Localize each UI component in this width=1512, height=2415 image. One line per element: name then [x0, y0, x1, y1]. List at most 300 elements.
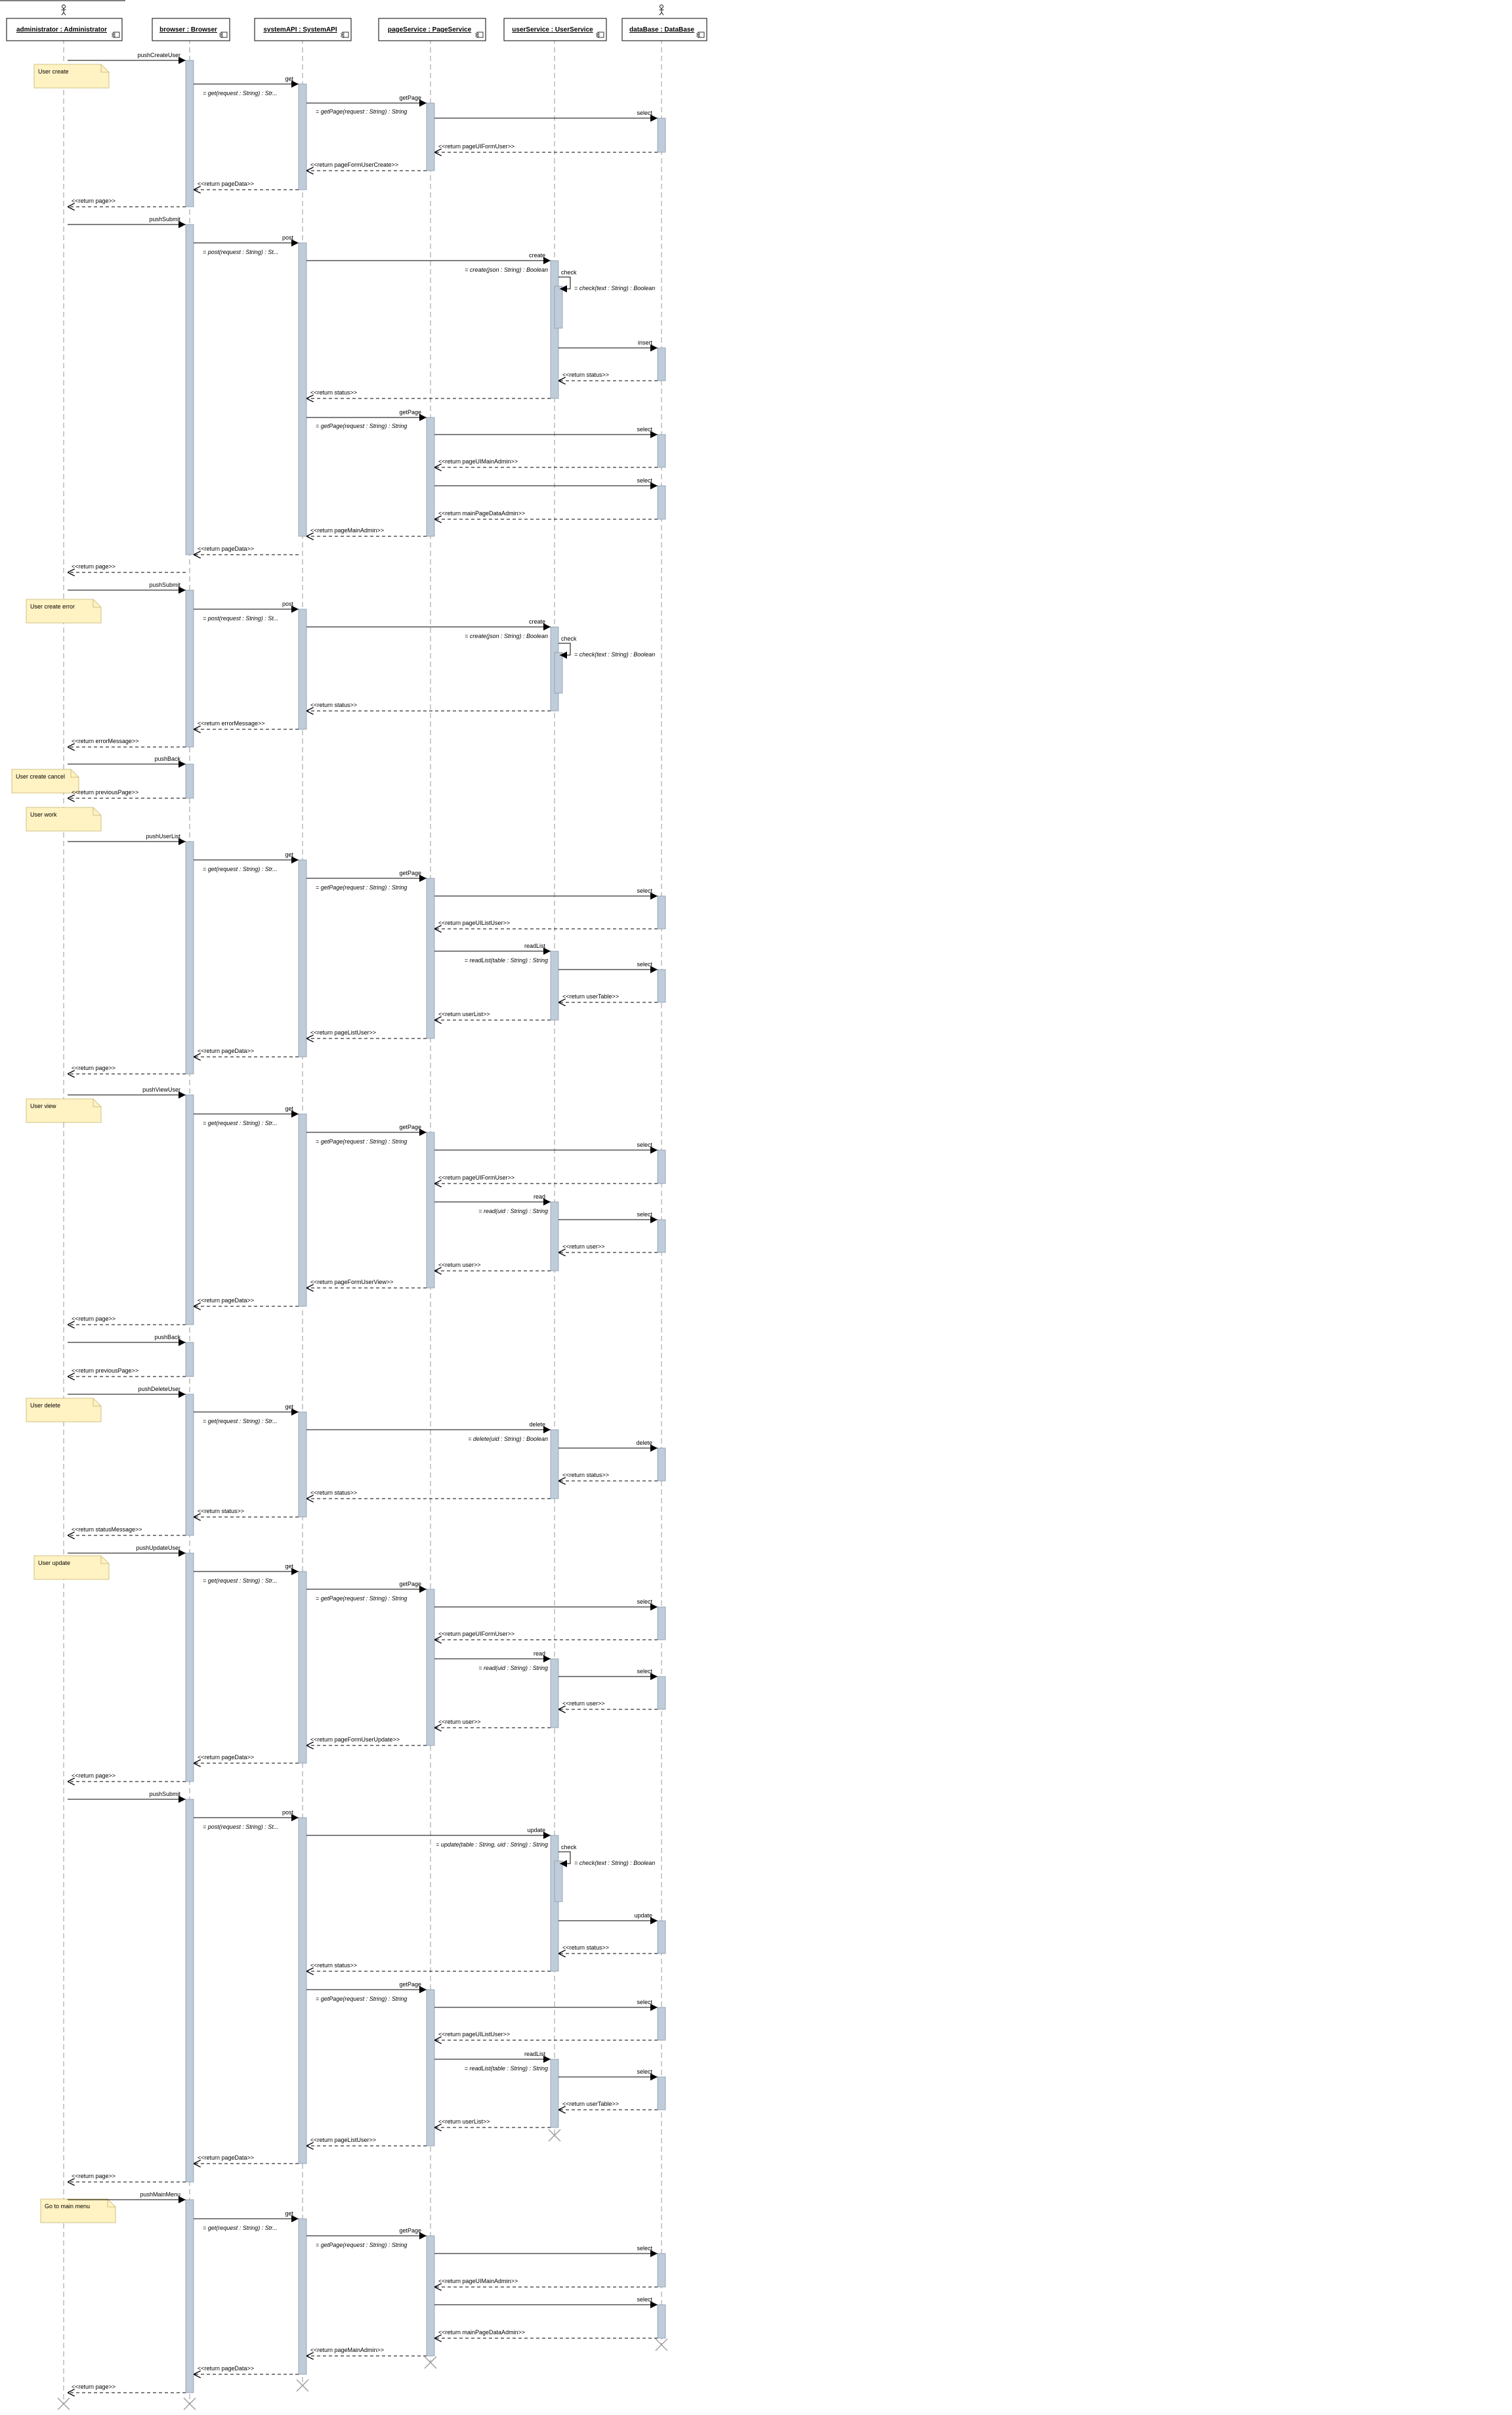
- activation-bar: [427, 1132, 434, 1288]
- message-label: getPage: [399, 1981, 421, 1988]
- message-label: <<return pageListUser>>: [310, 2137, 377, 2143]
- message-return: [306, 702, 551, 711]
- return-value-label: = get(request : String) : Str...: [203, 866, 278, 872]
- actor-icon: [62, 5, 66, 16]
- note-text: User view: [30, 1103, 56, 1109]
- activation-bar: [658, 348, 665, 381]
- activation-bar: [551, 2059, 558, 2127]
- note-text: Go to main menu: [45, 2203, 91, 2210]
- note: [41, 2199, 116, 2223]
- activation-bar: [658, 2305, 665, 2338]
- return-value-label: = check(text : String) : Boolean: [574, 285, 656, 291]
- return-value-label: = delete(uid : String) : Boolean: [468, 1436, 548, 1442]
- message-call: [68, 756, 186, 764]
- return-value-label: = create(json : String) : Boolean: [465, 267, 548, 273]
- message-label: <<return userList>>: [438, 2118, 490, 2125]
- return-value-label: = read(uid : String) : String: [478, 1665, 548, 1671]
- message-label: get: [285, 851, 293, 858]
- message-retval: [203, 90, 277, 96]
- message-call: [194, 1105, 299, 1114]
- return-value-label: = get(request : String) : Str...: [203, 1418, 278, 1424]
- message-call: [434, 1650, 551, 1659]
- message-call: [194, 851, 299, 860]
- message-return: [194, 181, 299, 190]
- activation-bar: [299, 1818, 306, 2164]
- message-label: getPage: [399, 95, 421, 101]
- message-label: pushSubmit: [149, 582, 180, 588]
- message-label: <<return mainPageDataAdmin>>: [438, 510, 526, 517]
- message-retval: [468, 1436, 548, 1442]
- note: [26, 807, 101, 831]
- message-label: getPage: [399, 409, 421, 416]
- activation-bar: [186, 224, 194, 555]
- message-call: [68, 216, 186, 224]
- destroy-mark-page: [425, 2357, 436, 2368]
- message-return: [306, 1962, 551, 1971]
- message-label: <<return errorMessage>>: [198, 720, 265, 727]
- message-return: [194, 1297, 299, 1306]
- message-label: select: [637, 426, 652, 433]
- message-label: <<return status>>: [562, 1944, 610, 1951]
- message-label: select: [637, 887, 652, 894]
- return-value-label: = get(request : String) : Str...: [203, 90, 278, 96]
- message-label: <<return pageFormUserUpdate>>: [310, 1736, 400, 1743]
- message-call: [306, 1124, 427, 1132]
- message-label: <<return status>>: [198, 1508, 245, 1514]
- message-retval: [316, 1138, 407, 1145]
- activation-bar: [186, 764, 194, 798]
- note-text: User create cancel: [16, 773, 66, 780]
- message-retval: [203, 2225, 277, 2231]
- message-call: [434, 2296, 658, 2305]
- message-retval: [203, 1824, 278, 1830]
- message-label: select: [637, 1211, 652, 1218]
- activation-bar: [186, 590, 194, 747]
- message-label: <<return status>>: [562, 1472, 610, 1478]
- message-label: <<return pageUIListUser>>: [438, 2031, 511, 2038]
- note: [34, 64, 109, 88]
- activation-bar: [299, 84, 306, 190]
- message-label: <<return previousPage>>: [72, 1367, 139, 1374]
- message-call: [434, 426, 658, 435]
- message-label: <<return userTable>>: [562, 2101, 620, 2107]
- activation-bar: [658, 1607, 665, 1640]
- activation-bar: [427, 103, 434, 171]
- participant-admin[interactable]: [7, 18, 122, 41]
- message-call: [68, 582, 186, 590]
- message-return: [434, 2278, 658, 2287]
- return-value-label: = update(table : String, uid : String) : String: [436, 1841, 548, 1848]
- message-call: [68, 833, 186, 842]
- message-return: [434, 510, 658, 519]
- participant-page[interactable]: [379, 18, 486, 41]
- activation-bar: [186, 1799, 194, 2182]
- message-label: getPage: [399, 870, 421, 876]
- message-call: [194, 75, 299, 84]
- message-call: [68, 52, 186, 60]
- message-return: [68, 2173, 186, 2182]
- message-label: select: [637, 2068, 652, 2075]
- message-label: select: [637, 2296, 652, 2303]
- actor-icon: [660, 5, 664, 16]
- note-text: User delete: [30, 1402, 61, 1409]
- return-value-label: = readList(table : String) : String: [464, 2065, 548, 2072]
- activation-bar: [555, 652, 562, 693]
- message-label: pushBack: [154, 756, 180, 762]
- message-return: [306, 161, 427, 171]
- message-label: read: [533, 1193, 545, 1200]
- message-label: pushMainMenu: [140, 2191, 180, 2198]
- activation-bar: [658, 2254, 665, 2287]
- activation-bar: [658, 1677, 665, 1709]
- destroy-mark-browser: [184, 2398, 196, 2410]
- return-value-label: = create(json : String) : Boolean: [465, 633, 548, 639]
- message-label: <<return status>>: [310, 702, 358, 708]
- message-label: pushCreateUser: [137, 52, 180, 58]
- message-call: [434, 1142, 658, 1150]
- return-value-label: = post(request : String) : St...: [203, 615, 279, 622]
- note: [26, 1398, 101, 1422]
- participant-user[interactable]: [504, 18, 606, 41]
- message-label: <<return pageData>>: [198, 545, 255, 552]
- participant-label: systemAPI : SystemAPI: [263, 26, 337, 33]
- message-return: [194, 1754, 299, 1763]
- message-return: [434, 458, 658, 467]
- message-call: [434, 2051, 551, 2059]
- message-call: [68, 1086, 186, 1095]
- message-label: <<return page>>: [72, 1772, 116, 1779]
- message-retval: [203, 866, 277, 872]
- message-return: [68, 198, 186, 207]
- message-label: <<return pageUIListUser>>: [438, 920, 511, 926]
- message-return: [194, 1048, 299, 1057]
- message-return: [194, 2154, 299, 2164]
- message-label: pushUpdateUser: [136, 1545, 180, 1551]
- message-retval: [203, 1418, 277, 1424]
- message-label: select: [637, 1668, 652, 1675]
- message-return: [68, 1772, 186, 1782]
- return-value-label: = getPage(request : String) : String: [316, 1138, 408, 1145]
- participant-label: browser : Browser: [159, 26, 217, 33]
- message-label: <<return pageMainAdmin>>: [310, 527, 385, 534]
- message-label: select: [637, 110, 652, 116]
- activation-bar: [427, 1990, 434, 2146]
- message-label: create: [528, 252, 545, 259]
- message-label: update: [634, 1912, 652, 1919]
- activation-bar: [551, 261, 558, 398]
- message-label: getPage: [399, 1581, 421, 1587]
- message-return: [194, 1508, 299, 1517]
- message-label: post: [282, 601, 293, 607]
- activation-bar: [427, 417, 434, 536]
- note-text: User work: [30, 811, 57, 818]
- activation-bar: [555, 1861, 562, 1902]
- message-label: <<return status>>: [310, 1962, 358, 1969]
- message-label: delete: [529, 1421, 545, 1428]
- message-retval: [478, 1208, 548, 1214]
- message-return: [194, 545, 299, 555]
- message-label: <<return pageUIFormUser>>: [438, 1631, 515, 1637]
- message-call: [194, 1403, 299, 1412]
- message-label: <<return pageListUser>>: [310, 1029, 377, 1036]
- activation-bar: [551, 1430, 558, 1499]
- participant-api[interactable]: [255, 18, 351, 41]
- message-label: <<return page>>: [72, 198, 116, 204]
- message-call: [68, 1386, 186, 1394]
- message-label: check: [561, 269, 577, 276]
- message-label: <<return pageFormUserView>>: [310, 1279, 394, 1285]
- message-label: <<return pageData>>: [198, 1048, 255, 1054]
- message-label: <<return status>>: [562, 372, 610, 378]
- activation-bar: [186, 1095, 194, 1325]
- message-return: [306, 1736, 427, 1745]
- participant-label: userService : UserService: [512, 26, 593, 33]
- message-return: [68, 1526, 186, 1535]
- return-value-label: = read(uid : String) : String: [478, 1208, 548, 1214]
- message-call: [434, 110, 658, 118]
- return-value-label: = post(request : String) : St...: [203, 1824, 279, 1830]
- message-return: [434, 1719, 551, 1728]
- message-label: get: [285, 1105, 293, 1112]
- message-return: [434, 2031, 658, 2040]
- message-label: select: [637, 1598, 652, 1605]
- message-label: check: [561, 1844, 577, 1850]
- activation-bar: [658, 1921, 665, 1954]
- message-label: <<return page>>: [72, 1315, 116, 1322]
- message-call: [306, 252, 551, 261]
- message-return: [434, 143, 658, 152]
- return-value-label: = get(request : String) : Str...: [203, 1120, 278, 1126]
- message-label: select: [637, 1999, 652, 2005]
- message-return: [306, 389, 551, 398]
- return-value-label: = post(request : String) : St...: [203, 249, 279, 255]
- frame-corner: [0, 0, 125, 1]
- message-label: <<return pageData>>: [198, 1297, 255, 1304]
- activation-bar: [427, 2236, 434, 2356]
- message-retval: [316, 1595, 407, 1602]
- message-label: <<return userTable>>: [562, 993, 620, 1000]
- message-call: [306, 95, 427, 103]
- activation-bar: [658, 1150, 665, 1184]
- message-call: [306, 1827, 551, 1835]
- message-label: <<return pageMainAdmin>>: [310, 2347, 385, 2353]
- message-return: [434, 1174, 658, 1184]
- message-return: [194, 2365, 299, 2374]
- message-label: <<return pageUIMainAdmin>>: [438, 458, 518, 465]
- message-return: [434, 1631, 658, 1640]
- message-label: <<return pageData>>: [198, 181, 255, 187]
- message-label: <<return pageFormUserCreate>>: [310, 161, 399, 168]
- activation-bar: [658, 118, 665, 152]
- return-value-label: = getPage(request : String) : String: [316, 108, 408, 115]
- activation-bar: [186, 842, 194, 1074]
- message-label: <<return mainPageDataAdmin>>: [438, 2329, 526, 2336]
- return-value-label: = getPage(request : String) : String: [316, 2242, 408, 2248]
- message-retval: [574, 651, 655, 658]
- message-label: insert: [637, 339, 652, 346]
- activation-bar: [551, 951, 558, 1020]
- destroy-mark-admin: [58, 2398, 70, 2410]
- message-retval: [465, 2065, 548, 2072]
- message-label: get: [285, 1563, 293, 1570]
- activation-bar: [299, 2219, 306, 2374]
- note: [34, 1556, 109, 1579]
- message-return: [68, 1315, 186, 1325]
- message-return: [68, 1367, 186, 1377]
- activation-bar: [658, 1220, 665, 1252]
- message-call: [558, 1440, 658, 1448]
- message-return: [434, 1262, 551, 1271]
- message-retval: [316, 1996, 407, 2002]
- message-label: post: [282, 1809, 293, 1816]
- participant-db[interactable]: [622, 18, 707, 41]
- message-label: <<return pageUIFormUser>>: [438, 143, 515, 150]
- message-label: <<return pageData>>: [198, 1754, 255, 1761]
- message-retval: [574, 1860, 655, 1866]
- activation-bar: [299, 1114, 306, 1306]
- message-call: [434, 887, 658, 896]
- message-retval: [203, 1120, 277, 1126]
- return-value-label: = getPage(request : String) : String: [316, 423, 408, 429]
- note: [26, 599, 101, 623]
- message-retval: [316, 884, 407, 891]
- message-return: [434, 1011, 551, 1020]
- message-label: <<return user>>: [438, 1262, 481, 1268]
- message-return: [558, 1243, 658, 1252]
- message-return: [558, 1700, 658, 1709]
- activation-bar: [658, 2077, 665, 2110]
- message-label: <<return page>>: [72, 1065, 116, 1071]
- message-retval: [436, 1841, 548, 1848]
- message-call: [194, 1809, 299, 1818]
- message-label: get: [285, 75, 293, 82]
- message-call: [434, 2245, 658, 2254]
- activation-bar: [186, 2200, 194, 2393]
- participant-label: pageService : PageService: [387, 26, 472, 33]
- message-label: <<return pageData>>: [198, 2365, 255, 2372]
- message-retval: [574, 285, 655, 291]
- message-label: post: [282, 234, 293, 241]
- activation-bar: [186, 1394, 194, 1535]
- message-call: [194, 1563, 299, 1571]
- message-label: <<return user>>: [562, 1243, 605, 1250]
- return-value-label: = getPage(request : String) : String: [316, 1996, 408, 2002]
- note-text: User update: [38, 1560, 71, 1566]
- activation-bar: [551, 1202, 558, 1271]
- message-label: pushViewUser: [142, 1086, 180, 1093]
- message-label: <<return pageUIFormUser>>: [438, 1174, 515, 1181]
- return-value-label: = check(text : String) : Boolean: [574, 651, 656, 658]
- activation-bar: [299, 860, 306, 1057]
- message-call: [434, 1598, 658, 1607]
- message-label: delete: [636, 1440, 652, 1446]
- message-label: <<return page>>: [72, 2383, 116, 2390]
- message-label: <<return pageData>>: [198, 2154, 255, 2161]
- message-retval: [203, 1577, 277, 1584]
- message-call: [558, 1211, 658, 1220]
- message-return: [306, 2347, 427, 2356]
- activation-bar: [299, 243, 306, 536]
- message-label: update: [527, 1827, 545, 1833]
- activation-bar: [658, 970, 665, 1002]
- activation-bar: [658, 2007, 665, 2040]
- message-call: [558, 2068, 658, 2077]
- message-label: read: [533, 1650, 545, 1657]
- message-label: <<return user>>: [438, 1719, 481, 1725]
- message-return: [68, 1065, 186, 1074]
- message-label: <<return errorMessage>>: [72, 738, 139, 744]
- note-text: User create error: [30, 603, 75, 610]
- message-label: create: [528, 618, 545, 625]
- activation-bar: [658, 1448, 665, 1481]
- message-call: [434, 1193, 551, 1202]
- message-call: [558, 1912, 658, 1921]
- destroy-mark-db: [656, 2339, 667, 2351]
- message-label: readList: [524, 943, 545, 949]
- message-call: [434, 1999, 658, 2007]
- message-label: getPage: [399, 1124, 421, 1130]
- message-label: select: [637, 1142, 652, 1148]
- return-value-label: = get(request : String) : Str...: [203, 2225, 278, 2231]
- message-return: [68, 738, 186, 747]
- activation-bar: [427, 878, 434, 1038]
- return-value-label: = getPage(request : String) : String: [316, 1595, 408, 1602]
- message-call: [434, 943, 551, 951]
- message-call: [194, 601, 299, 609]
- message-return: [434, 920, 658, 929]
- message-call: [68, 1545, 186, 1553]
- message-call: [306, 1421, 551, 1430]
- message-call: [558, 339, 658, 348]
- message-call: [306, 1981, 427, 1990]
- participant-label: administrator : Administrator: [16, 26, 107, 33]
- activation-bar: [299, 1571, 306, 1763]
- activation-bar: [551, 1659, 558, 1728]
- activation-bar: [658, 435, 665, 467]
- message-call: [306, 409, 427, 417]
- activation-bar: [299, 1412, 306, 1517]
- participant-label: dataBase : DataBase: [629, 26, 694, 33]
- message-label: <<return page>>: [72, 2173, 116, 2179]
- participant-browser[interactable]: [152, 18, 230, 41]
- activation-bar: [186, 1342, 194, 1377]
- message-label: pushSubmit: [149, 216, 180, 223]
- message-call: [68, 2191, 186, 2200]
- message-retval: [316, 2242, 407, 2248]
- message-return: [434, 2118, 551, 2127]
- message-return: [68, 2383, 186, 2393]
- message-label: get: [285, 2210, 293, 2217]
- message-label: <<return user>>: [562, 1700, 605, 1707]
- return-value-label: = get(request : String) : Str...: [203, 1577, 278, 1584]
- return-value-label: = getPage(request : String) : String: [316, 884, 408, 891]
- activation-bar: [427, 1589, 434, 1745]
- message-label: <<return status>>: [310, 1489, 358, 1496]
- message-label: get: [285, 1403, 293, 1410]
- activation-bar: [186, 60, 194, 207]
- message-return: [68, 563, 186, 572]
- note: [12, 769, 79, 793]
- message-label: pushSubmit: [149, 1791, 180, 1797]
- message-return: [68, 789, 186, 798]
- message-return: [434, 2329, 658, 2338]
- message-label: <<return userList>>: [438, 1011, 490, 1017]
- message-retval: [316, 108, 407, 115]
- message-label: <<return status>>: [310, 389, 358, 396]
- message-return: [306, 1489, 551, 1499]
- message-label: <<return statusMessage>>: [72, 1526, 142, 1533]
- message-call: [306, 1581, 427, 1589]
